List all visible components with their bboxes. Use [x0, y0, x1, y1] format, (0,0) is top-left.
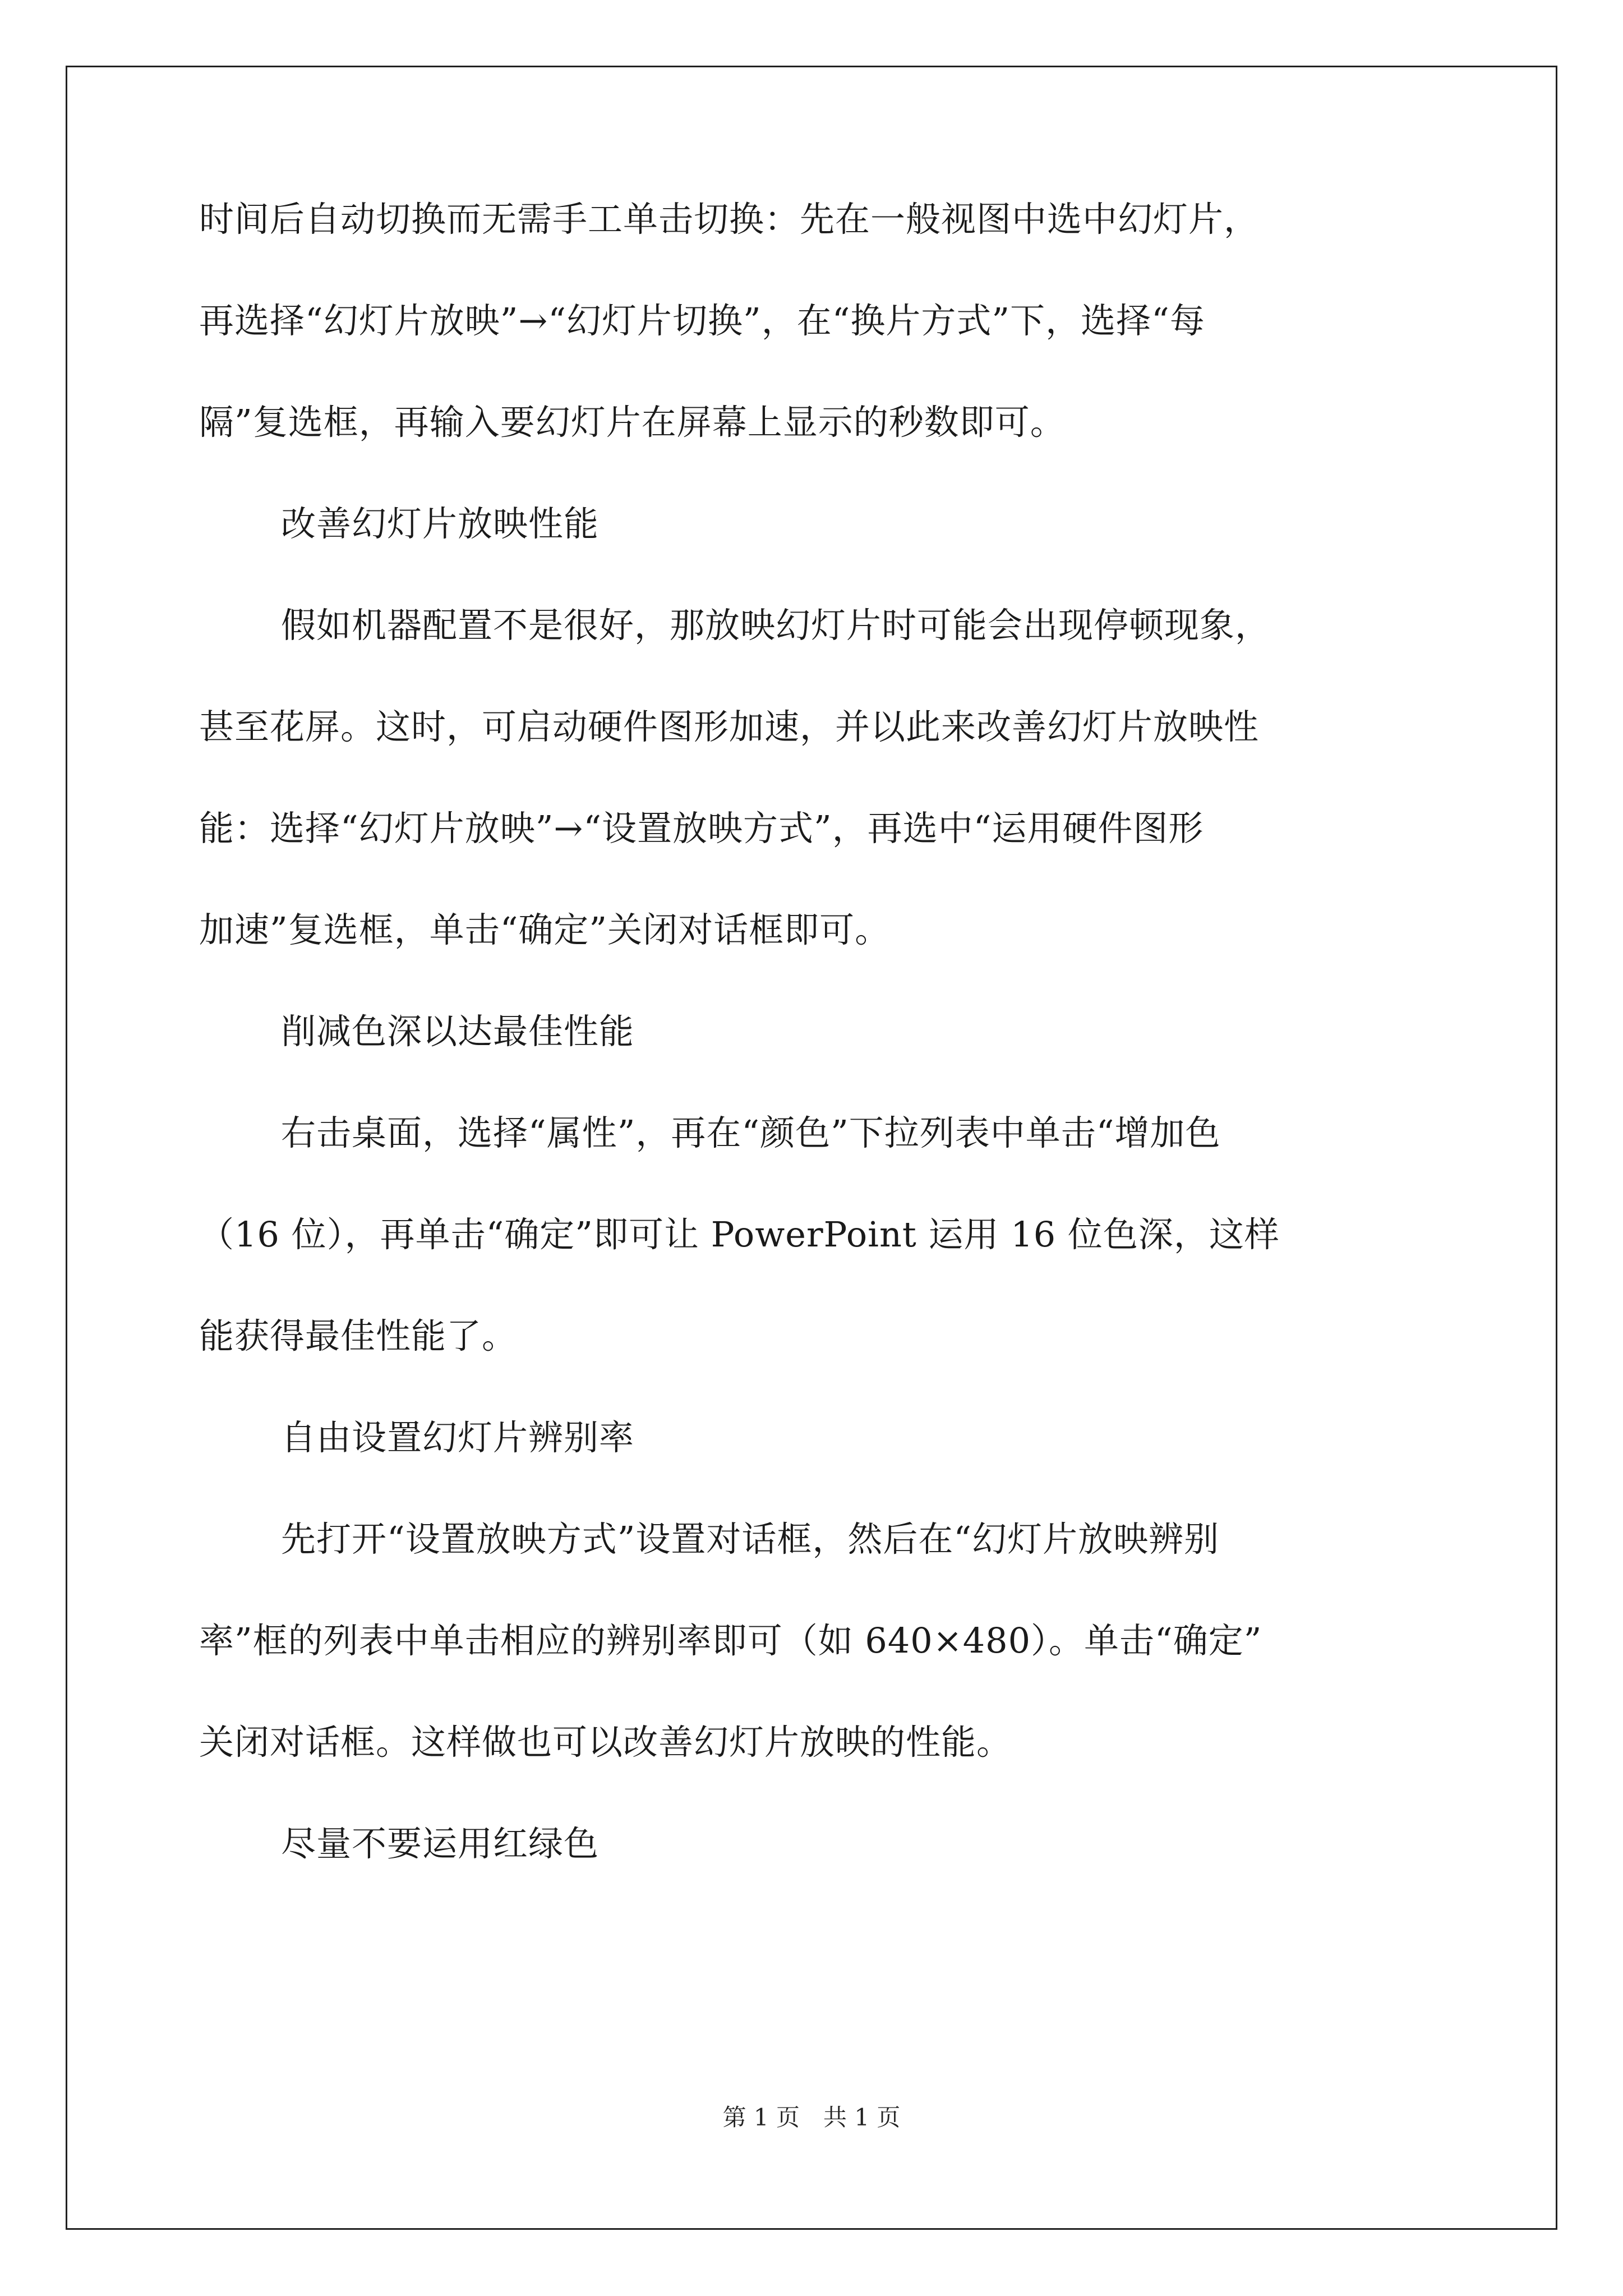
paragraph [199, 199, 1427, 443]
heading-text: 改善幻灯片放映性能 [281, 503, 600, 544]
text-line: 右击桌面，选择“属性”，再在“颜色”下拉列表中单击“增加色 [281, 1112, 1221, 1153]
page-footer: 第 1 页 共 1 页 [722, 2104, 901, 2131]
paragraph [199, 1113, 1427, 1356]
text-line: 能获得最佳性能了。 [199, 1315, 518, 1356]
text-line: 甚至花屏。这时，可启动硬件图形加速，并以此来改善幻灯片放映性 [199, 706, 1260, 747]
text-line: 先打开“设置放映方式”设置对话框，然后在“幻灯片放映辨别 [281, 1519, 1220, 1559]
paragraph [199, 1519, 1427, 1763]
section-heading [199, 1824, 1427, 1864]
paragraph [199, 605, 1427, 950]
document-body [199, 199, 1427, 1864]
text-line: 关闭对话框。这样做也可以改善幻灯片放映的性能。 [199, 1722, 1012, 1763]
section-heading [199, 504, 1427, 544]
section-heading [199, 1011, 1427, 1052]
text-line: 再选择“幻灯片放映”→“幻灯片切换”，在“换片方式”下，选择“每 [199, 300, 1205, 341]
text-line: 隔”复选框，再输入要幻灯片在屏幕上显示的秒数即可。 [199, 402, 1066, 443]
heading-text: 尽量不要运用红绿色 [281, 1823, 600, 1864]
text-line: 能：选择“幻灯片放映”→“设置放映方式”，再选中“运用硬件图形 [199, 808, 1204, 849]
heading-text: 削减色深以达最佳性能 [281, 1011, 635, 1052]
text-line: 加速”复选框，单击“确定”关闭对话框即可。 [199, 909, 891, 950]
text-line: 假如机器配置不是很好，那放映幻灯片时可能会出现停顿现象， [281, 605, 1271, 646]
text-line: （16 位），再单击“确定”即可让 PowerPoint 运用 16 位色深，这样 [199, 1214, 1280, 1255]
heading-text: 自由设置幻灯片辨别率 [281, 1417, 635, 1458]
text-line: 率”框的列表中单击相应的辨别率即可（如 640×480）。单击“确定” [199, 1620, 1262, 1661]
section-heading [199, 1418, 1427, 1458]
text-line: 时间后自动切换而无需手工单击切换：先在一般视图中选中幻灯片， [199, 199, 1260, 240]
